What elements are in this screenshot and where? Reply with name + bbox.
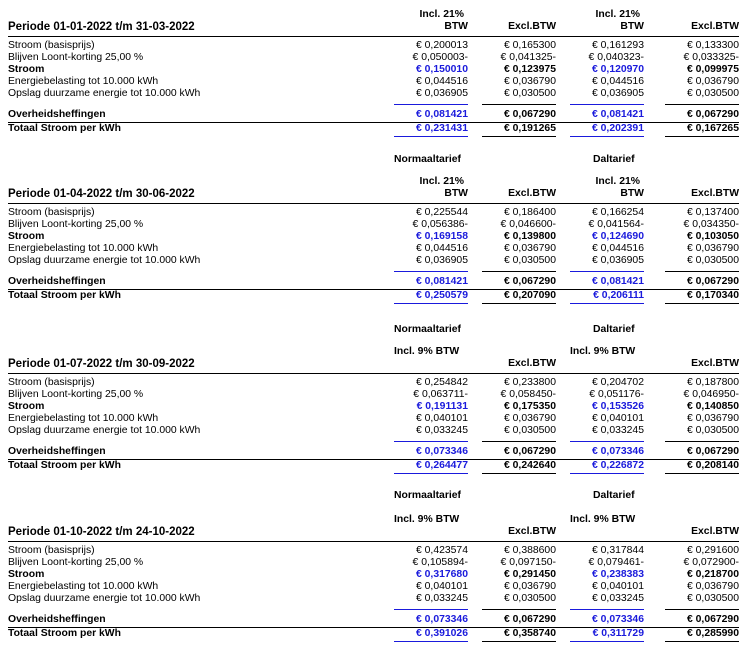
value-cell: € 0,133300	[686, 40, 739, 51]
value-cell: € 0,050003-	[412, 52, 468, 63]
value-cell: € 0,030500	[686, 255, 739, 266]
table-row-basis	[0, 377, 756, 389]
bottom-line	[665, 303, 739, 304]
sum-line	[394, 441, 468, 442]
value-cell: € 0,202391	[591, 123, 644, 134]
col-group-dal: Daltarief	[593, 490, 635, 501]
value-cell: € 0,204702	[591, 377, 644, 388]
value-cell: € 0,124690	[591, 231, 644, 242]
value-cell: € 0,036790	[503, 243, 556, 254]
value-cell: € 0,423574	[415, 545, 468, 556]
value-cell: € 0,175350	[503, 401, 556, 412]
table-row-energie	[0, 581, 756, 593]
value-cell: € 0,072900-	[683, 557, 739, 568]
value-cell: € 0,285990	[686, 628, 739, 639]
value-cell: € 0,225544	[415, 207, 468, 218]
bottom-line	[394, 303, 468, 304]
value-cell: € 0,200013	[415, 40, 468, 51]
value-cell: € 0,067290	[686, 276, 739, 287]
value-cell: € 0,030500	[686, 425, 739, 436]
value-cell: € 0,036790	[686, 581, 739, 592]
sum-line	[394, 609, 468, 610]
col-header-incl-9-dal: Incl. 9% BTW	[570, 346, 636, 357]
col-header-excl-dal: Excl.BTW	[691, 526, 739, 537]
table-row-energie	[0, 413, 756, 425]
sum-line	[482, 441, 556, 442]
sum-line	[394, 271, 468, 272]
bottom-line	[482, 641, 556, 642]
value-cell: € 0,238383	[591, 569, 644, 580]
row-label: Blijven Loont-korting 25,00 %	[8, 219, 144, 230]
col-group-dal: Daltarief	[593, 324, 635, 335]
value-cell: € 0,046600-	[500, 219, 556, 230]
row-label: Energiebelasting tot 10.000 kWh	[8, 76, 159, 87]
row-label: Overheidsheffingen	[8, 109, 106, 120]
table-row-opslag	[0, 88, 756, 100]
value-cell: € 0,030500	[503, 593, 556, 604]
row-label: Energiebelasting tot 10.000 kWh	[8, 243, 159, 254]
value-cell: € 0,040323-	[588, 52, 644, 63]
table-row-energie	[0, 76, 756, 88]
value-cell: € 0,044516	[415, 243, 468, 254]
value-cell: € 0,291600	[686, 545, 739, 556]
table-row-totaal	[0, 460, 756, 472]
value-cell: € 0,036790	[686, 243, 739, 254]
row-label: Energiebelasting tot 10.000 kWh	[8, 581, 159, 592]
value-cell: € 0,311729	[592, 628, 644, 639]
bottom-line	[570, 641, 644, 642]
value-cell: € 0,034350-	[683, 219, 739, 230]
value-cell: € 0,081421	[415, 276, 468, 287]
value-cell: € 0,041325-	[500, 52, 556, 63]
value-cell: € 0,056386-	[412, 219, 468, 230]
row-label: Opslag duurzame energie tot 10.000 kWh	[8, 425, 201, 436]
table-row-basis	[0, 545, 756, 557]
table-row-korting	[0, 52, 756, 64]
table-row-stroom	[0, 569, 756, 581]
col-header-excl-dal: Excl.BTW	[691, 358, 739, 369]
value-cell: € 0,170340	[686, 290, 739, 301]
value-cell: € 0,191265	[503, 123, 556, 134]
value-cell: € 0,036905	[591, 255, 644, 266]
table-row-stroom	[0, 64, 756, 76]
col-header-btw-dal: BTW	[620, 21, 644, 32]
table-row-basis	[0, 40, 756, 52]
value-cell: € 0,291450	[503, 569, 556, 580]
period-title: Periode 01-04-2022 t/m 30-06-2022	[8, 188, 195, 200]
col-header-excl-normaal: Excl.BTW	[508, 21, 556, 32]
col-header-btw-normaal: BTW	[444, 188, 468, 199]
col-header-incl-21-normaal: Incl. 21%	[419, 176, 464, 187]
value-cell: € 0,040101	[415, 581, 468, 592]
value-cell: € 0,036905	[415, 255, 468, 266]
table-row-stroom	[0, 401, 756, 413]
row-label: Blijven Loont-korting 25,00 %	[8, 557, 144, 568]
bottom-line	[482, 303, 556, 304]
value-cell: € 0,030500	[686, 593, 739, 604]
value-cell: € 0,067290	[503, 276, 556, 287]
value-cell: € 0,254842	[415, 377, 468, 388]
value-cell: € 0,150010	[415, 64, 468, 75]
value-cell: € 0,105894-	[412, 557, 468, 568]
col-header-excl-normaal: Excl.BTW	[508, 188, 556, 199]
value-cell: € 0,044516	[415, 76, 468, 87]
table-row-totaal	[0, 123, 756, 135]
value-cell: € 0,081421	[591, 276, 644, 287]
col-header-incl-9-dal: Incl. 9% BTW	[570, 514, 636, 525]
value-cell: € 0,036790	[503, 581, 556, 592]
value-cell: € 0,123975	[503, 64, 556, 75]
value-cell: € 0,036905	[591, 88, 644, 99]
sum-line	[570, 104, 644, 105]
value-cell: € 0,097150-	[500, 557, 556, 568]
value-cell: € 0,040101	[591, 581, 644, 592]
header-divider	[8, 541, 739, 542]
col-header-incl-21-dal: Incl. 21%	[595, 9, 640, 20]
col-header-excl-normaal: Excl.BTW	[508, 526, 556, 537]
value-cell: € 0,264477	[415, 460, 468, 471]
bottom-line	[570, 473, 644, 474]
header-divider	[8, 373, 739, 374]
value-cell: € 0,388600	[503, 545, 556, 556]
table-row-overheid	[0, 276, 756, 288]
sum-line	[482, 271, 556, 272]
value-cell: € 0,231431	[415, 123, 468, 134]
bottom-line	[665, 136, 739, 137]
value-cell: € 0,120970	[591, 64, 644, 75]
value-cell: € 0,040101	[415, 413, 468, 424]
sum-line	[570, 441, 644, 442]
row-label: Totaal Stroom per kWh	[8, 290, 121, 301]
bottom-line	[394, 641, 468, 642]
value-cell: € 0,139800	[503, 231, 556, 242]
bottom-line	[570, 303, 644, 304]
col-group-normaal: Normaaltarief	[394, 154, 461, 165]
table-row-stroom	[0, 231, 756, 243]
value-cell: € 0,169158	[415, 231, 468, 242]
header-divider	[8, 36, 739, 37]
value-cell: € 0,041564-	[588, 219, 644, 230]
col-header-excl-dal: Excl.BTW	[691, 21, 739, 32]
bottom-line	[394, 473, 468, 474]
value-cell: € 0,036790	[686, 76, 739, 87]
sum-line	[482, 104, 556, 105]
col-group-normaal: Normaaltarief	[394, 490, 461, 501]
col-header-incl-9-normaal: Incl. 9% BTW	[394, 346, 460, 357]
value-cell: € 0,033245	[415, 425, 468, 436]
sum-line	[394, 104, 468, 105]
period-title: Periode 01-07-2022 t/m 30-09-2022	[8, 358, 195, 370]
table-row-opslag	[0, 593, 756, 605]
value-cell: € 0,036790	[503, 76, 556, 87]
value-cell: € 0,044516	[591, 76, 644, 87]
row-label: Stroom	[8, 569, 45, 580]
value-cell: € 0,063711-	[413, 389, 468, 400]
value-cell: € 0,046950-	[683, 389, 739, 400]
value-cell: € 0,186400	[503, 207, 556, 218]
table-row-energie	[0, 243, 756, 255]
value-cell: € 0,161293	[591, 40, 644, 51]
col-header-incl-21-dal: Incl. 21%	[595, 176, 640, 187]
table-row-korting	[0, 389, 756, 401]
value-cell: € 0,044516	[591, 243, 644, 254]
row-label: Stroom (basisprijs)	[8, 545, 95, 556]
value-cell: € 0,140850	[686, 401, 739, 412]
row-label: Totaal Stroom per kWh	[8, 123, 121, 134]
value-cell: € 0,103050	[686, 231, 739, 242]
value-cell: € 0,030500	[503, 88, 556, 99]
value-cell: € 0,099975	[686, 64, 739, 75]
sum-line	[570, 271, 644, 272]
table-row-totaal	[0, 290, 756, 302]
value-cell: € 0,137400	[686, 207, 739, 218]
row-label: Stroom	[8, 401, 45, 412]
value-cell: € 0,067290	[503, 446, 556, 457]
col-header-incl-21-normaal: Incl. 21%	[419, 9, 464, 20]
value-cell: € 0,358740	[503, 628, 556, 639]
value-cell: € 0,067290	[686, 614, 739, 625]
col-header-incl-9-normaal: Incl. 9% BTW	[394, 514, 460, 525]
row-label: Stroom (basisprijs)	[8, 207, 95, 218]
col-group-normaal: Normaaltarief	[394, 324, 461, 335]
row-label: Blijven Loont-korting 25,00 %	[8, 52, 144, 63]
value-cell: € 0,166254	[591, 207, 644, 218]
row-label: Overheidsheffingen	[8, 614, 106, 625]
row-label: Stroom (basisprijs)	[8, 40, 95, 51]
row-label: Overheidsheffingen	[8, 276, 106, 287]
sum-line	[570, 609, 644, 610]
period-title: Periode 01-10-2022 t/m 24-10-2022	[8, 526, 195, 538]
row-label: Energiebelasting tot 10.000 kWh	[8, 413, 159, 424]
value-cell: € 0,033245	[415, 593, 468, 604]
value-cell: € 0,226872	[591, 460, 644, 471]
row-label: Stroom	[8, 231, 45, 242]
value-cell: € 0,051176-	[589, 389, 644, 400]
bottom-line	[394, 136, 468, 137]
table-row-overheid	[0, 446, 756, 458]
sum-line	[665, 104, 739, 105]
value-cell: € 0,040101	[591, 413, 644, 424]
value-cell: € 0,030500	[503, 255, 556, 266]
period-title: Periode 01-01-2022 t/m 31-03-2022	[8, 21, 195, 33]
value-cell: € 0,036790	[686, 413, 739, 424]
value-cell: € 0,073346	[415, 614, 468, 625]
table-row-korting	[0, 219, 756, 231]
value-cell: € 0,073346	[591, 614, 644, 625]
table-row-basis	[0, 207, 756, 219]
row-label: Totaal Stroom per kWh	[8, 628, 121, 639]
value-cell: € 0,030500	[686, 88, 739, 99]
value-cell: € 0,079461-	[588, 557, 644, 568]
value-cell: € 0,058450-	[500, 389, 556, 400]
value-cell: € 0,036905	[415, 88, 468, 99]
table-row-korting	[0, 557, 756, 569]
bottom-line	[665, 641, 739, 642]
value-cell: € 0,207090	[503, 290, 556, 301]
value-cell: € 0,033245	[591, 593, 644, 604]
value-cell: € 0,250579	[415, 290, 468, 301]
col-header-excl-normaal: Excl.BTW	[508, 358, 556, 369]
value-cell: € 0,073346	[591, 446, 644, 457]
table-row-opslag	[0, 425, 756, 437]
table-row-opslag	[0, 255, 756, 267]
row-label: Blijven Loont-korting 25,00 %	[8, 389, 144, 400]
bottom-line	[482, 473, 556, 474]
value-cell: € 0,033325-	[683, 52, 739, 63]
bottom-line	[665, 473, 739, 474]
bottom-line	[482, 136, 556, 137]
bottom-line	[570, 136, 644, 137]
sum-line	[665, 441, 739, 442]
value-cell: € 0,067290	[686, 446, 739, 457]
sum-line	[482, 609, 556, 610]
value-cell: € 0,036790	[503, 413, 556, 424]
row-label: Stroom (basisprijs)	[8, 377, 95, 388]
value-cell: € 0,081421	[591, 109, 644, 120]
value-cell: € 0,067290	[503, 109, 556, 120]
sum-line	[665, 271, 739, 272]
col-group-dal: Daltarief	[593, 154, 635, 165]
row-label: Opslag duurzame energie tot 10.000 kWh	[8, 88, 201, 99]
value-cell: € 0,233800	[503, 377, 556, 388]
row-label: Opslag duurzame energie tot 10.000 kWh	[8, 255, 201, 266]
value-cell: € 0,191131	[416, 401, 468, 412]
value-cell: € 0,153526	[591, 401, 644, 412]
value-cell: € 0,187800	[686, 377, 739, 388]
col-header-btw-normaal: BTW	[444, 21, 468, 32]
sum-line	[665, 609, 739, 610]
value-cell: € 0,206111	[593, 290, 644, 301]
table-row-overheid	[0, 109, 756, 121]
value-cell: € 0,067290	[503, 614, 556, 625]
value-cell: € 0,208140	[686, 460, 739, 471]
value-cell: € 0,167265	[686, 123, 739, 134]
value-cell: € 0,317844	[591, 545, 644, 556]
col-header-excl-dal: Excl.BTW	[691, 188, 739, 199]
value-cell: € 0,317680	[415, 569, 468, 580]
table-row-overheid	[0, 614, 756, 626]
row-label: Opslag duurzame energie tot 10.000 kWh	[8, 593, 201, 604]
value-cell: € 0,242640	[503, 460, 556, 471]
value-cell: € 0,073346	[415, 446, 468, 457]
value-cell: € 0,391026	[415, 628, 468, 639]
header-divider	[8, 203, 739, 204]
row-label: Totaal Stroom per kWh	[8, 460, 121, 471]
value-cell: € 0,081421	[415, 109, 468, 120]
value-cell: € 0,030500	[503, 425, 556, 436]
row-label: Stroom	[8, 64, 45, 75]
value-cell: € 0,033245	[591, 425, 644, 436]
value-cell: € 0,067290	[686, 109, 739, 120]
col-header-btw-dal: BTW	[620, 188, 644, 199]
value-cell: € 0,218700	[686, 569, 739, 580]
row-label: Overheidsheffingen	[8, 446, 106, 457]
value-cell: € 0,165300	[503, 40, 556, 51]
table-row-totaal	[0, 628, 756, 640]
